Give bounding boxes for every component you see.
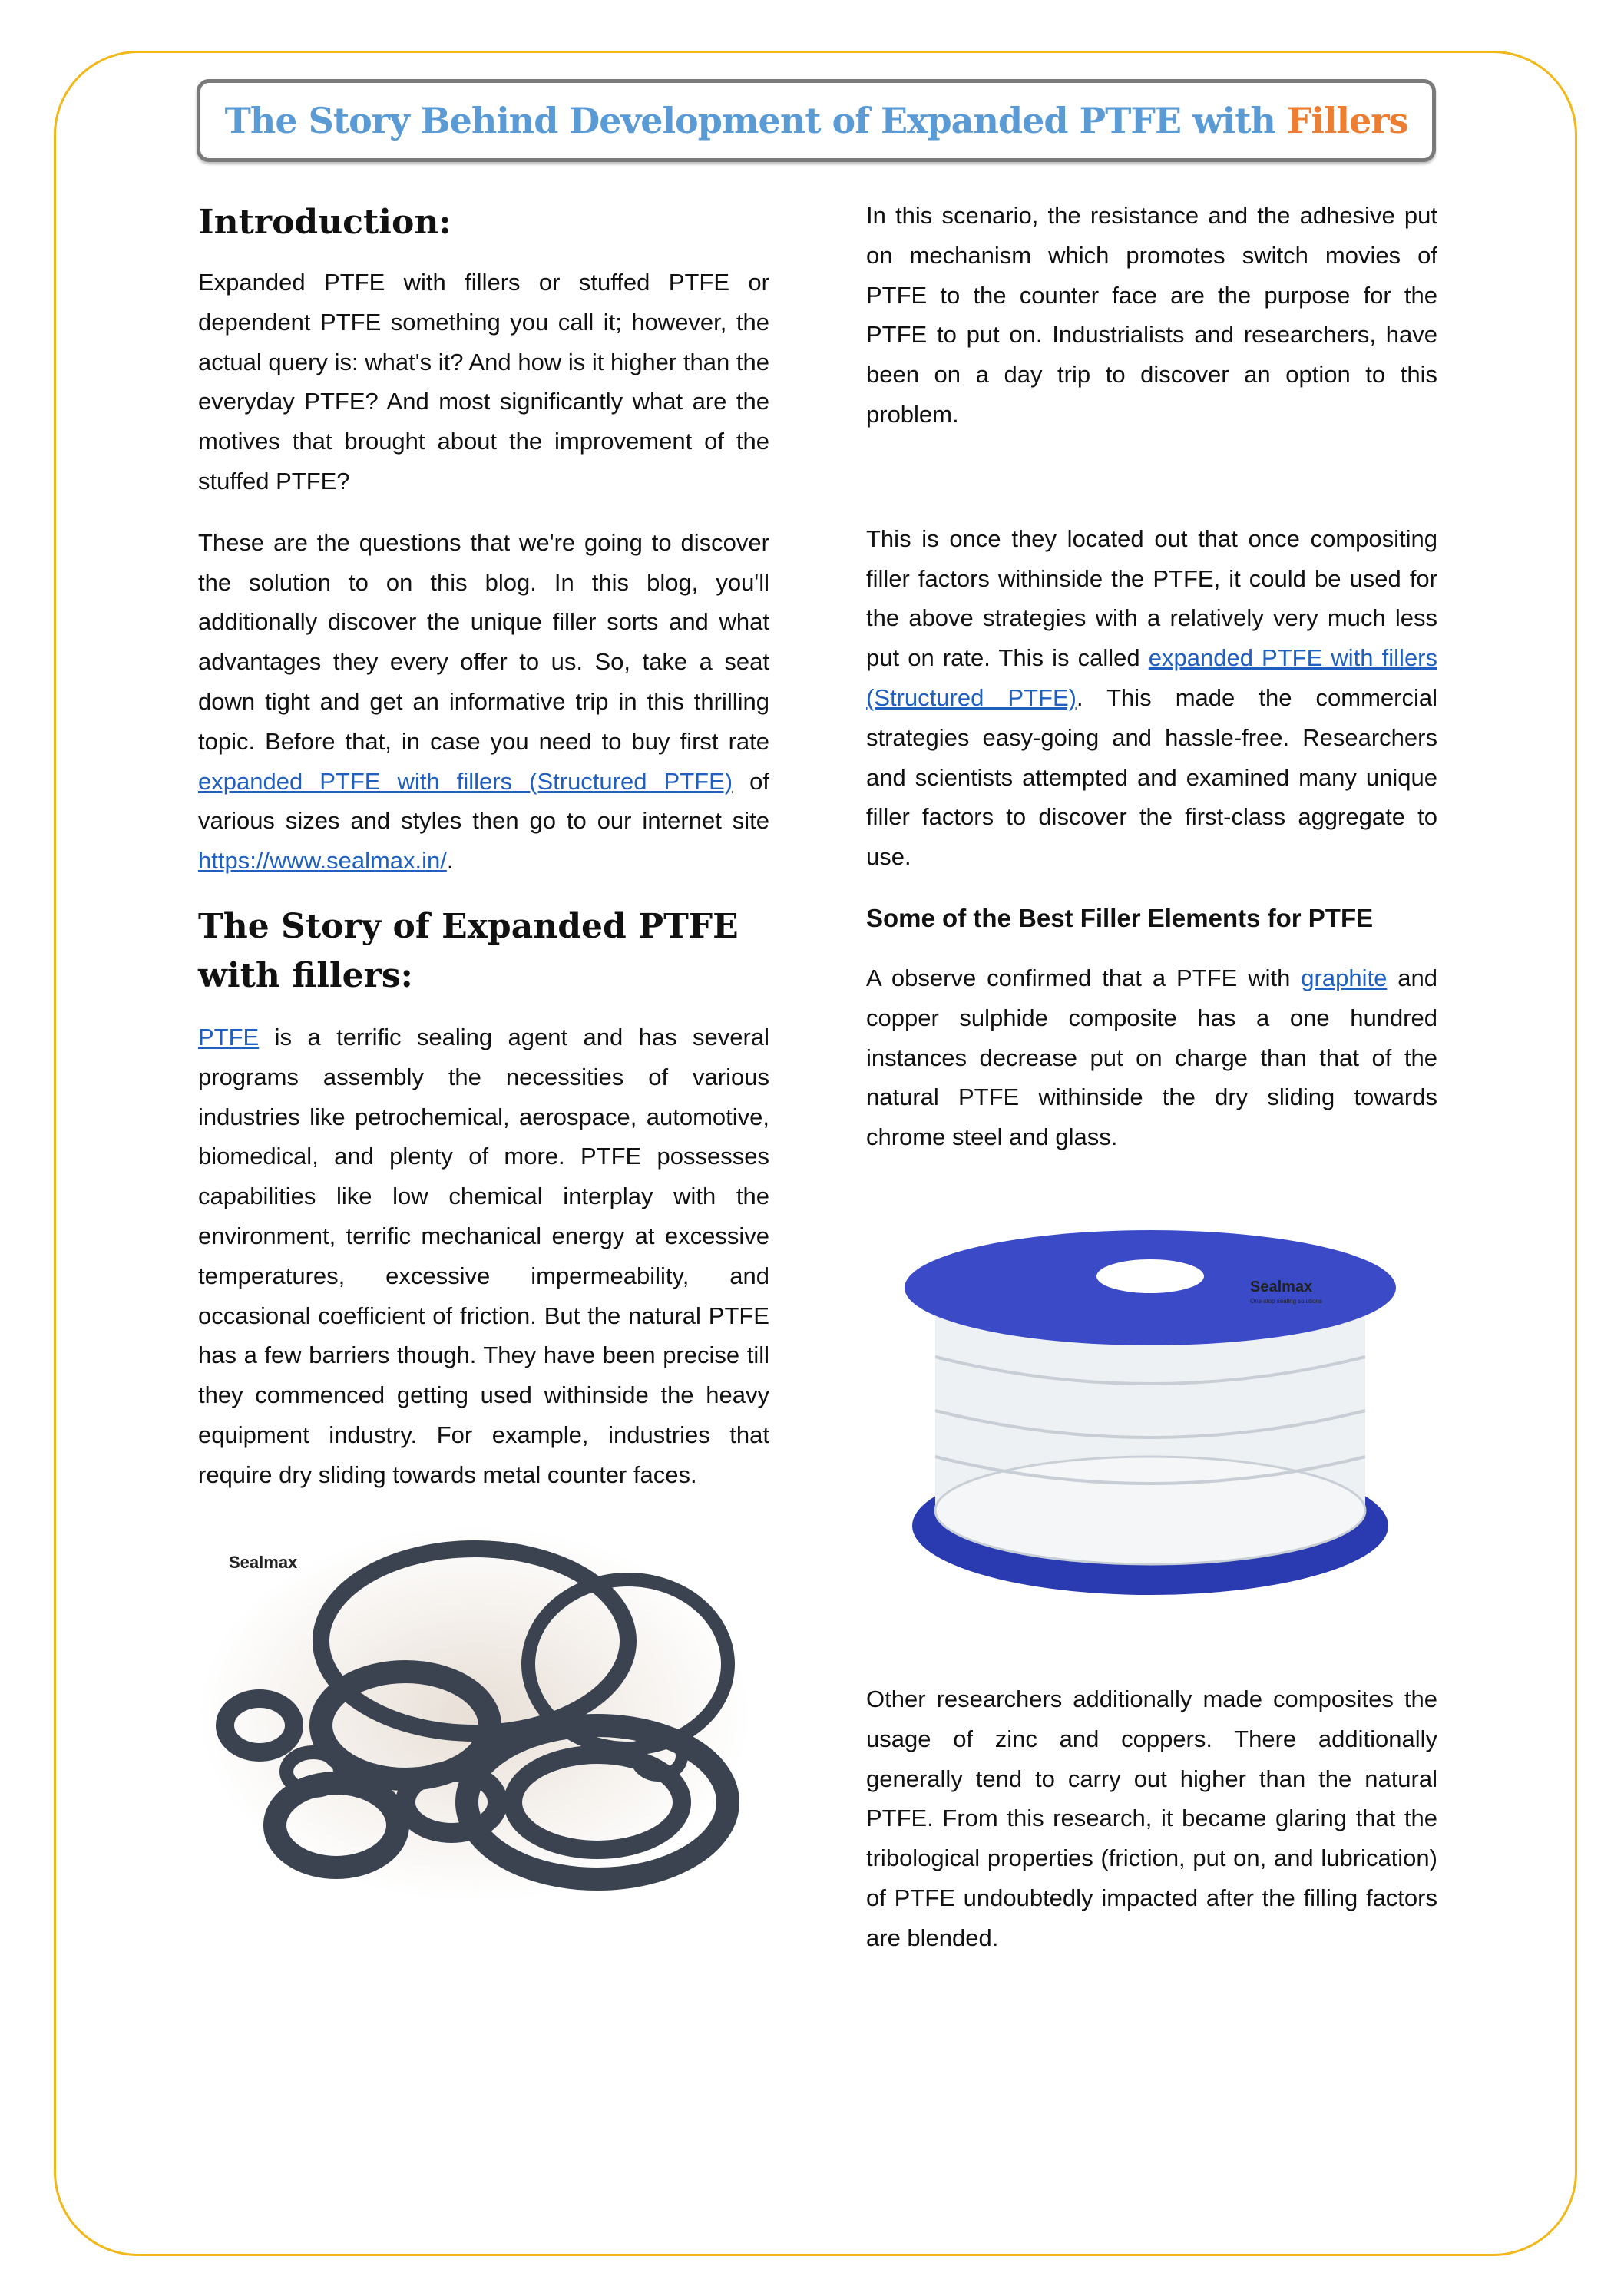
left-column <box>198 198 769 1902</box>
expanded-ptfe-link[interactable]: expanded PTFE with fillers (Structured PTFE) <box>198 767 733 795</box>
filler-paragraph <box>866 519 1437 877</box>
story-heading: The Story of Expanded PTFE with fillers: <box>198 906 739 995</box>
page-title <box>225 100 1408 141</box>
text: is a terrific sealing agent and has several programs assembly the necessities of various industries like petrochemical, aerospace, automotive, biomedical, and plenty of more. PTFE possesses capabilities like low chemical interplay with the environment, terrific mechanical energy at excessive temperatures, excessive impermeability, and occasional coefficient of friction. But the natural PTFE has a few barriers though. They have been precise till they commenced getting used withinside the heavy equipment industry. For example, industries that require dry sliding towards metal counter faces. <box>198 1023 769 1488</box>
text: of various sizes and styles then go to our internet site <box>198 767 769 835</box>
text: A observe confirmed that a PTFE with <box>866 964 1302 991</box>
text: These are the questions that we're going to discover the solution to on this blog. In this blog, you'll additionally discover the unique filler sorts and what advantages they every offer to us. So, take a seat down tight and get an informative trip in this thrilling topic. Before that, in case you need to buy first rate <box>198 528 769 755</box>
graphite-paragraph <box>866 958 1437 1157</box>
graphite-link[interactable]: graphite <box>1301 964 1388 991</box>
text: . <box>446 847 454 875</box>
sealmax-logo: Sealmax <box>1250 1278 1313 1295</box>
text: . This made the commercial strategies easy-going and hassle-free. Researchers and scientists attempted and examined many unique filler factors to discover the first-class aggregate to use. <box>866 683 1437 871</box>
best-filler-heading: Some of the Best Filler Elements for PTFE <box>866 903 1374 932</box>
sealmax-logo: Sealmax <box>229 1552 298 1572</box>
story-paragraph <box>198 1017 769 1495</box>
scenario-paragraph: In this scenario, the resistance and the adhesive put on mechanism which promotes switch movies of PTFE to the counter face are the purpose for the PTFE to put on. Industrialists and researchers, have been on a day trip to discover an option to this problem. <box>866 202 1437 428</box>
title-banner <box>197 79 1436 162</box>
ptfe-link[interactable]: PTFE <box>198 1023 260 1050</box>
text: This is once they located out that once compositing filler factors withinside the PTFE, it could be used for the above strategies with a relatively very much less put on rate. This is called <box>866 524 1437 672</box>
sealmax-website-link[interactable]: https://www.sealmax.in/ <box>198 847 447 875</box>
introduction-heading: Introduction: <box>198 203 451 242</box>
expanded-ptfe-link-2[interactable]: expanded PTFE with fillers (Structured PTFE) <box>866 644 1438 711</box>
intro-paragraph-1: Expanded PTFE with fillers or stuffed PTFE or dependent PTFE something you call it; however, the actual query is: what's it? And how is it higher than the everyday PTFE? And most significantly what are the motives that brought about the improvement of the stuffed PTFE? <box>198 269 769 495</box>
title-accent: Fillers <box>1286 100 1408 141</box>
ptfe-tape-spool-image <box>874 1203 1427 1633</box>
intro-paragraph-2 <box>198 523 769 881</box>
ptfe-rings-image <box>198 1526 751 1902</box>
title-main: The Story Behind Development of Expanded PTFE with <box>224 100 1287 141</box>
sealmax-tagline: One stop sealing solutions <box>1250 1297 1322 1305</box>
right-column <box>866 196 1437 1958</box>
composites-paragraph: Other researchers additionally made composites the usage of zinc and coppers. There additionally generally tend to carry out higher than the natural PTFE. From this research, it became glaring that the tribological properties (friction, put on, and lubrication) of PTFE undoubtedly impacted after the filling factors are blended. <box>866 1685 1437 1951</box>
text: and copper sulphide composite has a one hundred instances decrease put on charge than that of the natural PTFE withinside the dry sliding towards chrome steel and glass. <box>866 964 1437 1151</box>
